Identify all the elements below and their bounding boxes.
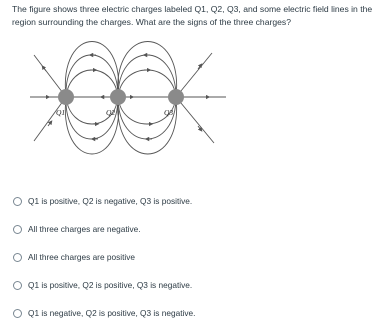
- option-5[interactable]: [13, 306, 195, 320]
- charge-q2: [110, 89, 126, 105]
- field-lines-figure: [18, 31, 230, 181]
- radio-button[interactable]: [13, 225, 22, 234]
- label-q3: Q3: [164, 108, 174, 117]
- label-q2: Q2: [106, 108, 116, 117]
- radio-button[interactable]: [13, 281, 22, 290]
- option-4[interactable]: [13, 278, 192, 292]
- option-2[interactable]: [13, 222, 141, 236]
- radio-button[interactable]: [13, 197, 22, 206]
- charge-q1: [58, 89, 74, 105]
- radio-button[interactable]: [13, 309, 22, 318]
- question-text: The figure shows three electric charges labeled Q1, Q2, Q3, and some electric field lines in the region surrounding the charges. What are the signs of the three charges?: [12, 4, 373, 27]
- option-label: All three charges are negative.: [28, 224, 141, 234]
- option-label: Q1 is positive, Q2 is negative, Q3 is positive.: [28, 196, 193, 206]
- radio-button[interactable]: [13, 253, 22, 262]
- charge-q3: [168, 89, 184, 105]
- option-1[interactable]: [13, 194, 192, 208]
- option-label: Q1 is positive, Q2 is positive, Q3 is negative.: [28, 280, 193, 290]
- option-3[interactable]: [13, 250, 135, 264]
- option-label: All three charges are positive: [28, 252, 135, 262]
- option-label: Q1 is negative, Q2 is positive, Q3 is negative.: [28, 308, 196, 318]
- label-q1: Q1: [56, 108, 66, 117]
